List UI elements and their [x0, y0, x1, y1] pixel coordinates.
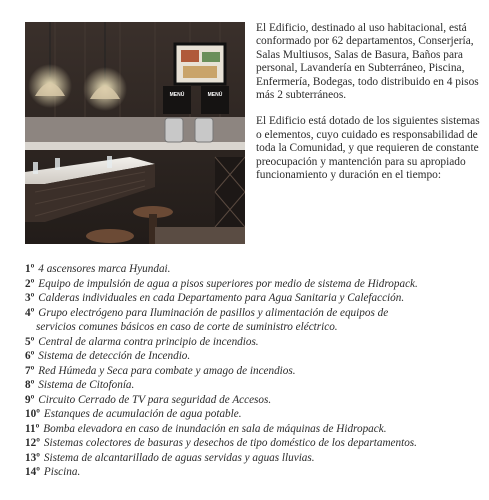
item-number: 2º: [25, 277, 35, 290]
list-item: [25, 364, 485, 379]
list-item: [25, 378, 485, 393]
item-text: Equipo de impulsión de agua a pisos superiores por medio de sistema de Hidropack.: [38, 277, 418, 290]
item-text: Calderas individuales en cada Departamento para Agua Sanitaria y Calefacción.: [38, 292, 405, 304]
item-text: 4 ascensores marca Hyundai.: [38, 263, 171, 275]
kitchen-illustration: [25, 22, 245, 244]
item-number: 5º: [25, 335, 35, 348]
list-item: [25, 262, 485, 277]
list-item: [25, 349, 485, 364]
item-text: Grupo electrógeno para Iluminación de pasillos y alimentación de equipos de: [38, 306, 389, 319]
menu-board-label-left: MENÚ: [169, 92, 185, 98]
item-text-continuation: servicios comunes básicos en caso de corte de suministro eléctrico.: [36, 321, 338, 333]
item-number: 7º: [25, 364, 35, 377]
coffee-urn-right: [195, 118, 213, 142]
item-number: 4º: [25, 306, 35, 319]
list-item: [25, 335, 485, 350]
list-item: [25, 306, 485, 321]
kitchen-photo: [25, 22, 245, 244]
list-item: [25, 407, 485, 422]
list-item: [25, 277, 485, 292]
item-text: Red Húmeda y Seca para combate y amago de incendios.: [38, 364, 296, 377]
intro-text: [256, 22, 484, 182]
list-item: [25, 291, 485, 306]
coffee-urn-left: [165, 118, 183, 142]
list-item: [25, 393, 485, 408]
item-text: Circuito Cerrado de TV para seguridad de Accesos.: [38, 393, 272, 406]
item-number: 14º: [25, 466, 40, 478]
list-item: [25, 436, 485, 451]
item-text: Sistema de Citofonía.: [38, 379, 135, 391]
list-item: [25, 465, 485, 480]
systems-list: [25, 262, 485, 480]
item-text: Sistema de detección de Incendio.: [38, 350, 191, 362]
item-text: Central de alarma contra principio de incendios.: [38, 335, 259, 348]
intro-paragraph-2: El Edificio está dotado de los siguientes sistemas o elementos, cuyo cuidado es responsabilidad de toda la Comunidad, y que requieren de constante preocupación y mantención para su apropiado funcionamiento y duración en el tiempo:: [256, 115, 480, 182]
item-number: 12º: [25, 437, 40, 449]
list-item: [25, 422, 485, 437]
item-number: 3º: [25, 292, 35, 304]
item-number: 9º: [25, 393, 35, 406]
item-text: Sistemas colectores de basuras y desechos de tipo doméstico de los departamentos.: [43, 437, 417, 449]
item-number: 1º: [25, 263, 35, 275]
item-text: Bomba elevadora en caso de inundación en sala de máquinas de Hidropack.: [43, 422, 387, 435]
item-number: 6º: [25, 350, 35, 362]
menu-board-label-right: MENÚ: [207, 92, 223, 98]
item-number: 13º: [25, 451, 40, 464]
item-number: 10º: [25, 408, 40, 420]
item-text: Sistema de alcantarillado de aguas servidas y aguas lluvias.: [43, 451, 315, 464]
intro-paragraph-1: El Edificio, destinado al uso habitacional, está conformado por 62 departamentos, Conserjería, Salas Multiusos, Salas de Basura, Baños para personal, Lavandería en Subterráneo, Piscina, Enfermería, Bodegas, todo distribuido en 4 pisos más 2 subterráneos.: [256, 22, 479, 102]
item-text: Estanques de acumulación de agua potable.: [43, 408, 242, 420]
list-item: [25, 451, 485, 466]
item-number: 8º: [25, 379, 35, 391]
item-number: 11º: [25, 422, 40, 435]
bar-stool: [86, 229, 134, 243]
item-text: Piscina.: [43, 466, 81, 478]
